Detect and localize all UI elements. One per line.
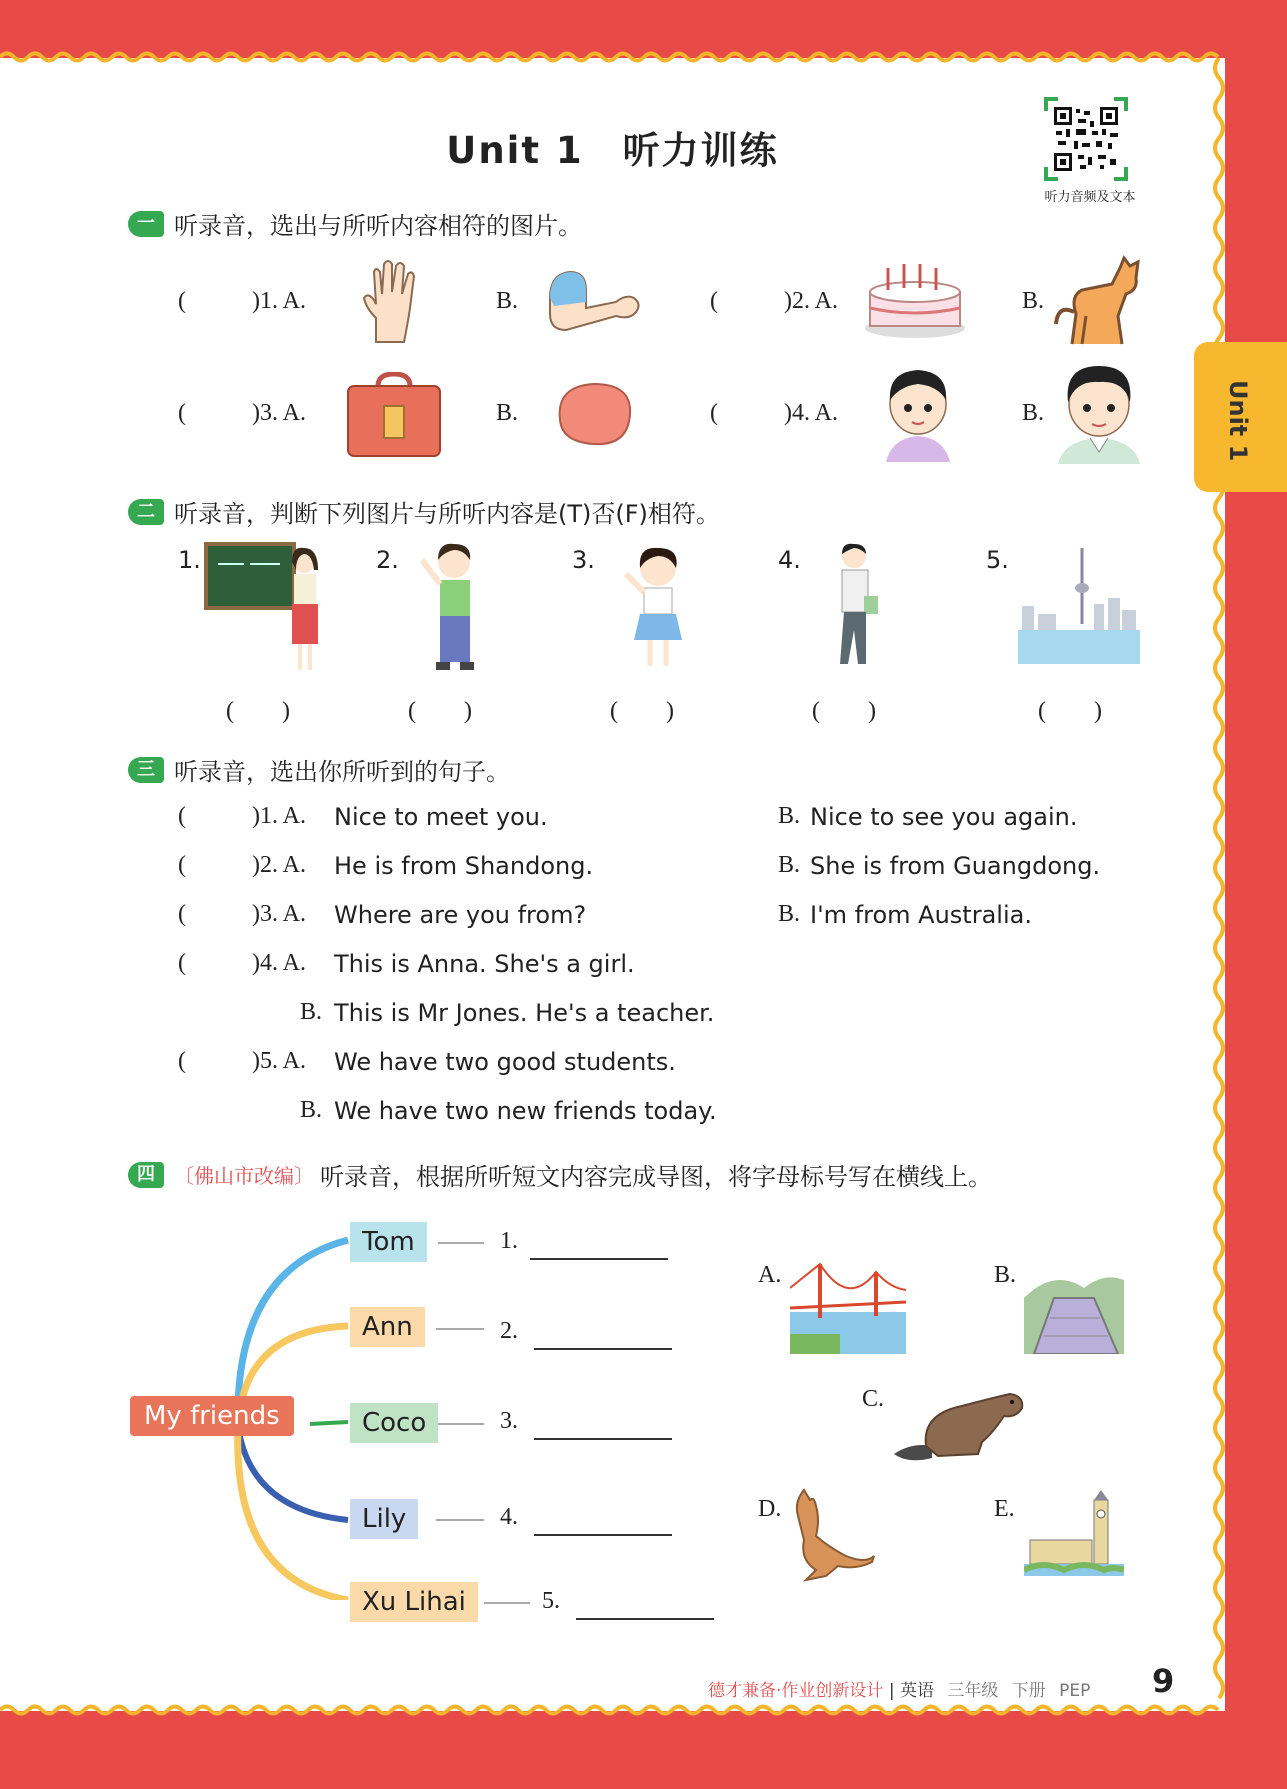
s1-item-1-label: )1. A. [252, 288, 306, 314]
s3-item-4-a: This is Anna. She's a girl. [334, 950, 635, 978]
top-wave-border [0, 50, 1225, 64]
answer-paren-1-3[interactable]: ( [178, 400, 186, 426]
big-ben-picture [1024, 1490, 1124, 1586]
s2-number-5: 5. [986, 546, 1009, 574]
s3-answer-4[interactable]: ( [178, 950, 186, 976]
section-3-badge: 三 [128, 757, 164, 783]
s3-item-2-b: She is from Guangdong. [810, 852, 1101, 880]
s3-item-2-num: )2. A. [252, 852, 306, 878]
section-4-badge: 四 [128, 1162, 164, 1188]
blank-number-4: 4. [500, 1504, 518, 1530]
mindmap-node-ann: Ann [350, 1307, 425, 1347]
footer-brand: 德才兼备·作业创新设计 [708, 1681, 884, 1701]
cake-picture [864, 258, 966, 340]
page-number: 9 [1152, 1662, 1175, 1700]
man-face-picture [1054, 362, 1144, 464]
section-4-source-tag: 〔佛山市改编〕 [174, 1164, 314, 1188]
section-2-instruction: 听录音，判断下列图片与所听内容是(T)否(F)相符。 [174, 500, 720, 528]
mindmap-node-tom: Tom [350, 1222, 427, 1262]
beaver-picture [892, 1384, 1028, 1464]
golden-gate-bridge-picture [790, 1258, 906, 1354]
answer-blank-1[interactable] [530, 1258, 668, 1260]
answer-blank-5[interactable] [576, 1618, 714, 1620]
cat-picture [1052, 254, 1142, 348]
connector-1 [438, 1242, 484, 1244]
answer-blank-3[interactable] [534, 1438, 672, 1440]
s2-answer-1[interactable]: ( ) [226, 698, 290, 724]
qr-caption: 听力音频及文本 [1044, 190, 1136, 205]
city-tower-picture [1018, 544, 1140, 664]
s3-item-4-b-label: B. [300, 999, 323, 1025]
footer-subject: 英语 [899, 1681, 934, 1701]
teacher-at-blackboard-picture [204, 540, 330, 674]
option-a-label: A. [758, 1262, 782, 1288]
connector-4 [436, 1519, 484, 1521]
s2-answer-4[interactable]: ( ) [812, 698, 876, 724]
s1-item-2-label: )2. A. [784, 288, 838, 314]
s3-item-3-b-label: B. [778, 901, 801, 927]
great-wall-picture [1024, 1258, 1124, 1354]
s1-item-4-label: )4. A. [784, 400, 838, 426]
s2-number-3: 3. [572, 546, 595, 574]
s3-answer-3[interactable]: ( [178, 901, 186, 927]
right-wave-border [1211, 58, 1233, 1711]
schoolbag-picture [344, 372, 444, 460]
s1-item-2-b: B. [1022, 288, 1045, 314]
option-e-label: E. [994, 1496, 1015, 1522]
man-walking-picture [826, 540, 886, 674]
option-d-label: D. [758, 1496, 782, 1522]
s1-item-3-label: )3. A. [252, 400, 306, 426]
answer-blank-4[interactable] [534, 1534, 672, 1536]
blank-number-5: 5. [542, 1588, 560, 1614]
s1-item-1-b: B. [496, 288, 519, 314]
s2-number-1: 1. [178, 546, 201, 574]
qr-code-icon[interactable] [1044, 97, 1128, 181]
mindmap-node-lily: Lily [350, 1499, 418, 1539]
s2-number-2: 2. [376, 546, 399, 574]
section-1-heading [128, 206, 582, 241]
s2-number-4: 4. [778, 546, 801, 574]
s3-item-2-a: He is from Shandong. [334, 852, 594, 880]
s3-item-4-num: )4. A. [252, 950, 306, 976]
section-4-heading [128, 1157, 992, 1192]
kangaroo-picture [786, 1486, 876, 1582]
footer-term: 下册 [1011, 1681, 1046, 1701]
hand-picture [362, 258, 424, 344]
s3-item-5-b-label: B. [300, 1097, 323, 1123]
blank-number-2: 2. [500, 1318, 518, 1344]
s3-item-5-num: )5. A. [252, 1048, 306, 1074]
blank-number-1: 1. [500, 1228, 518, 1254]
answer-paren-1-1[interactable]: ( [178, 288, 186, 314]
connector-2 [436, 1328, 484, 1330]
s3-item-3-b: I'm from Australia. [810, 901, 1032, 929]
connector-5 [484, 1602, 530, 1604]
blank-number-3: 3. [500, 1408, 518, 1434]
footer: 德才兼备·作业创新设计 | 英语 三年级 下册 PEP [708, 1681, 1091, 1701]
footer-edition: PEP [1059, 1681, 1091, 1701]
s3-item-4-b: This is Mr Jones. He's a teacher. [334, 999, 715, 1027]
s3-item-2-b-label: B. [778, 852, 801, 878]
s3-item-3-a: Where are you from? [334, 901, 587, 929]
section-3-instruction: 听录音，选出你所听到的句子。 [174, 758, 510, 786]
section-3-heading [128, 752, 510, 787]
answer-paren-1-2[interactable]: ( [710, 288, 718, 314]
s2-answer-2[interactable]: ( ) [408, 698, 472, 724]
s3-item-5-a: We have two good students. [334, 1048, 676, 1076]
answer-paren-1-4[interactable]: ( [710, 400, 718, 426]
arm-picture [546, 268, 642, 338]
s3-item-5-b: We have two new friends today. [334, 1097, 717, 1125]
s3-item-1-a: Nice to meet you. [334, 803, 548, 831]
option-b-label: B. [994, 1262, 1017, 1288]
mindmap-center: My friends [130, 1396, 294, 1436]
unit-side-tab[interactable] [1194, 342, 1287, 492]
s3-item-1-num: )1. A. [252, 803, 306, 829]
bottom-wave-border [0, 1703, 1225, 1717]
s2-answer-3[interactable]: ( ) [610, 698, 674, 724]
s3-answer-2[interactable]: ( [178, 852, 186, 878]
section-1-badge: 一 [128, 211, 164, 237]
s3-answer-5[interactable]: ( [178, 1048, 186, 1074]
s3-answer-1[interactable]: ( [178, 803, 186, 829]
s1-item-4-b: B. [1022, 400, 1045, 426]
boy-waving-picture [416, 540, 488, 674]
mindmap-node-xu-lihai: Xu Lihai [350, 1582, 478, 1622]
unit-side-tab-label: Unit 1 [1224, 380, 1252, 462]
bean-picture [554, 380, 634, 448]
s3-item-1-b: Nice to see you again. [810, 803, 1078, 831]
section-4-instruction: 听录音，根据所听短文内容完成导图，将字母标号写在横线上。 [320, 1163, 992, 1191]
s3-item-1-b-label: B. [778, 803, 801, 829]
mindmap-node-coco: Coco [350, 1403, 438, 1443]
option-c-label: C. [862, 1386, 885, 1412]
girl-waving-picture [620, 544, 696, 674]
s3-item-3-num: )3. A. [252, 901, 306, 927]
boy-face-picture [882, 364, 954, 462]
section-2-heading [128, 494, 720, 529]
s2-answer-5[interactable]: ( ) [1038, 698, 1102, 724]
section-2-badge: 二 [128, 499, 164, 525]
footer-grade: 三年级 [947, 1681, 999, 1701]
s1-item-3-b: B. [496, 400, 519, 426]
section-1-instruction: 听录音，选出与所听内容相符的图片。 [174, 212, 582, 240]
page-title: Unit 1 听力训练 [446, 129, 779, 172]
connector-3 [438, 1423, 484, 1425]
answer-blank-2[interactable] [534, 1348, 672, 1350]
